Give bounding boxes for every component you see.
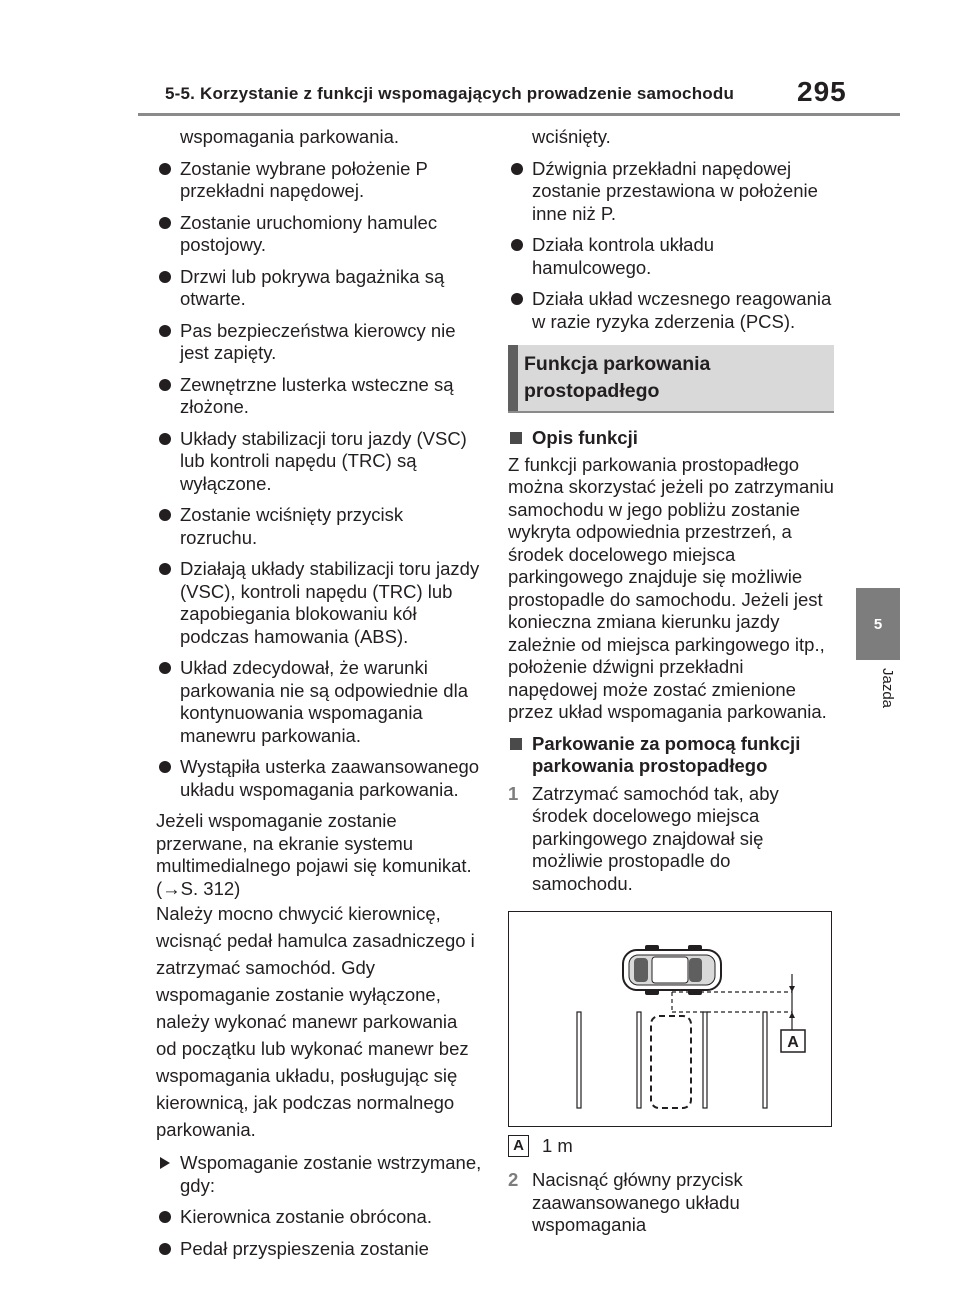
list-item-text: Pas bezpieczeństwa kierowcy nie jest zapięty.: [180, 319, 456, 363]
bullet-icon: [511, 293, 523, 305]
header-title: 5-5. Korzystanie z funkcji wspomagających prowadzenie samochodu: [165, 84, 735, 103]
list-item: [156, 374, 482, 419]
paragraph-instructions: Należy mocno chwycić kierownicę, wcisnąć pedał hamulca zasadniczego i zatrzymać samochód. Gdy wspomaganie zostanie wyłączone, należy wykonać manewr parkowania od początku lub wykonać manewr bez wspomagania układu, posługując się kierownicą, jak podczas normalnego parkowania.: [156, 903, 475, 1140]
header-rule: [138, 113, 900, 116]
list-item-text: Wystąpiła usterka zaawansowanego układu wspomagania parkowania.: [180, 756, 480, 800]
list-item: [156, 558, 482, 648]
step-number: 1: [508, 782, 519, 804]
list-item: [156, 657, 482, 747]
bullet-icon: [511, 163, 523, 175]
list-item: [156, 756, 482, 801]
bullet-icon: [159, 271, 171, 283]
step-item: [508, 1169, 834, 1237]
list-item: [156, 1152, 482, 1197]
bullet-icon: [159, 379, 171, 391]
chapter-tab[interactable]: 5: [856, 588, 900, 660]
list-item: [156, 504, 482, 549]
list-item-text: Działa układ wczesnego reagowania w razie ryzyka zderzenia (PCS).: [532, 288, 832, 332]
figure-legend: [508, 1135, 834, 1159]
list-item: [156, 266, 482, 311]
list-item: [156, 428, 482, 496]
intro-text: wspomagania parkowania.: [180, 126, 400, 147]
list-item: [508, 234, 834, 279]
list-item-text: Układ zdecydował, że warunki parkowania nie są odpowiednie dla kontynuowania wspomagania manewru parkowania.: [180, 657, 468, 746]
subheading: [508, 733, 834, 778]
list-item: [508, 158, 834, 226]
step-text: Nacisnąć główny przycisk zaawansowanego układu wspomagania: [532, 1169, 743, 1235]
bullet-icon: [159, 761, 171, 773]
list-item-text: Zewnętrzne lusterka wsteczne są złożone.: [180, 373, 454, 417]
section-heading-title: Funkcja parkowania prostopadłego: [524, 353, 711, 402]
list-item-text: Kierownica zostanie obrócona.: [180, 1206, 432, 1227]
parking-line: [577, 1012, 581, 1108]
parking-line: [703, 1012, 707, 1108]
section-heading: [508, 345, 834, 413]
bullet-icon: [159, 217, 171, 229]
subheading: [508, 427, 834, 450]
bullet-icon: [159, 509, 171, 521]
bullet-icon: [159, 1211, 171, 1223]
list-item: [156, 1238, 482, 1261]
car-topview: [623, 945, 721, 995]
continued-text: wciśnięty.: [532, 126, 611, 147]
square-icon: [510, 738, 522, 750]
bullet-icon: [159, 433, 171, 445]
list-item-text: Układy stabilizacji toru jazdy (VSC) lub kontroli napędu (TRC) są wyłączone.: [180, 427, 467, 494]
step-text: Zatrzymać samochód tak, aby środek docelowego miejsca parkingowego znajdował się możliwie prostopadle do samochodu.: [532, 782, 779, 894]
list-item: [156, 1206, 482, 1229]
subheading-text: Parkowanie za pomocą funkcji parkowania prostopadłego: [532, 732, 801, 776]
section-heading-bar: [508, 345, 518, 411]
list-item-text: Zostanie wybrane położenie P przekładni napędowej.: [180, 157, 428, 201]
list-item: [508, 288, 834, 333]
dimension-arrow: [789, 986, 795, 992]
figure-label-text: A: [787, 1034, 799, 1051]
page-number: 295: [797, 76, 847, 107]
right-column: [508, 126, 834, 1237]
parking-line: [763, 1012, 767, 1108]
list-item-text: Działają układy stabilizacji toru jazdy (VSC), kontroli napędu (TRC) lub zapobiegania blokowaniu kół podczas hamowania (ABS).: [180, 558, 480, 647]
list-item-text: Zostanie wciśnięty przycisk rozruchu.: [180, 504, 404, 548]
subheading-text: Opis funkcji: [532, 427, 638, 448]
parking-diagram: [509, 912, 833, 1128]
target-spot: [651, 1016, 691, 1108]
list-item: [156, 212, 482, 257]
list-item-text: Działa kontrola układu hamulcowego.: [532, 234, 715, 278]
parking-figure: [508, 911, 832, 1127]
dimension-arrow: [789, 1012, 795, 1018]
step-item: [508, 783, 834, 896]
list-item-text: Dźwignia przekładni napędowej zostanie przestawiona w położenie inne niż P.: [532, 157, 818, 224]
triangle-icon: [160, 1157, 170, 1169]
bullet-icon: [159, 163, 171, 175]
list-item-text: Zostanie uruchomiony hamulec postojowy.: [180, 211, 438, 255]
list-item-text: Pedał przyspieszenia zostanie: [180, 1237, 429, 1259]
legend-letter: A: [508, 1135, 529, 1157]
square-icon: [510, 432, 522, 444]
paragraph-interrupt: Jeżeli wspomaganie zostanie przerwane, na ekranie systemu multimedialnego pojawi się komunikat. (→S. 312): [156, 810, 472, 899]
chapter-tab-label: Jazda: [879, 668, 896, 709]
bullet-icon: [159, 325, 171, 337]
list-item: [156, 320, 482, 365]
legend-text: 1 m: [542, 1135, 573, 1156]
bullet-icon: [159, 563, 171, 575]
step-number: 2: [508, 1169, 519, 1190]
left-column: [156, 126, 482, 1269]
list-item-text: Wspomaganie zostanie wstrzymane, gdy:: [180, 1152, 482, 1196]
bullet-icon: [159, 662, 171, 674]
list-item-text: Drzwi lub pokrywa bagażnika są otwarte.: [180, 265, 445, 309]
list-item: [156, 158, 482, 203]
parking-line: [637, 1012, 641, 1108]
bullet-icon: [159, 1243, 171, 1255]
bullet-icon: [511, 239, 523, 251]
description-paragraph: Z funkcji parkowania prostopadłego można skorzystać jeżeli po zatrzymaniu samochodu w jego pobliżu zostanie wykryta odpowiednia przestrzeń, a środek docelowego miejsca parkingowego znajduje się możliwie prostopadle do samochodu. Jeżeli jest konieczna zmiana kierunku jazdy zależnie od miejsca parkingowego itp., położenie dźwigni przekładni napędowej może zostać zmienione przez układ wspomagania parkowania.: [508, 453, 834, 722]
